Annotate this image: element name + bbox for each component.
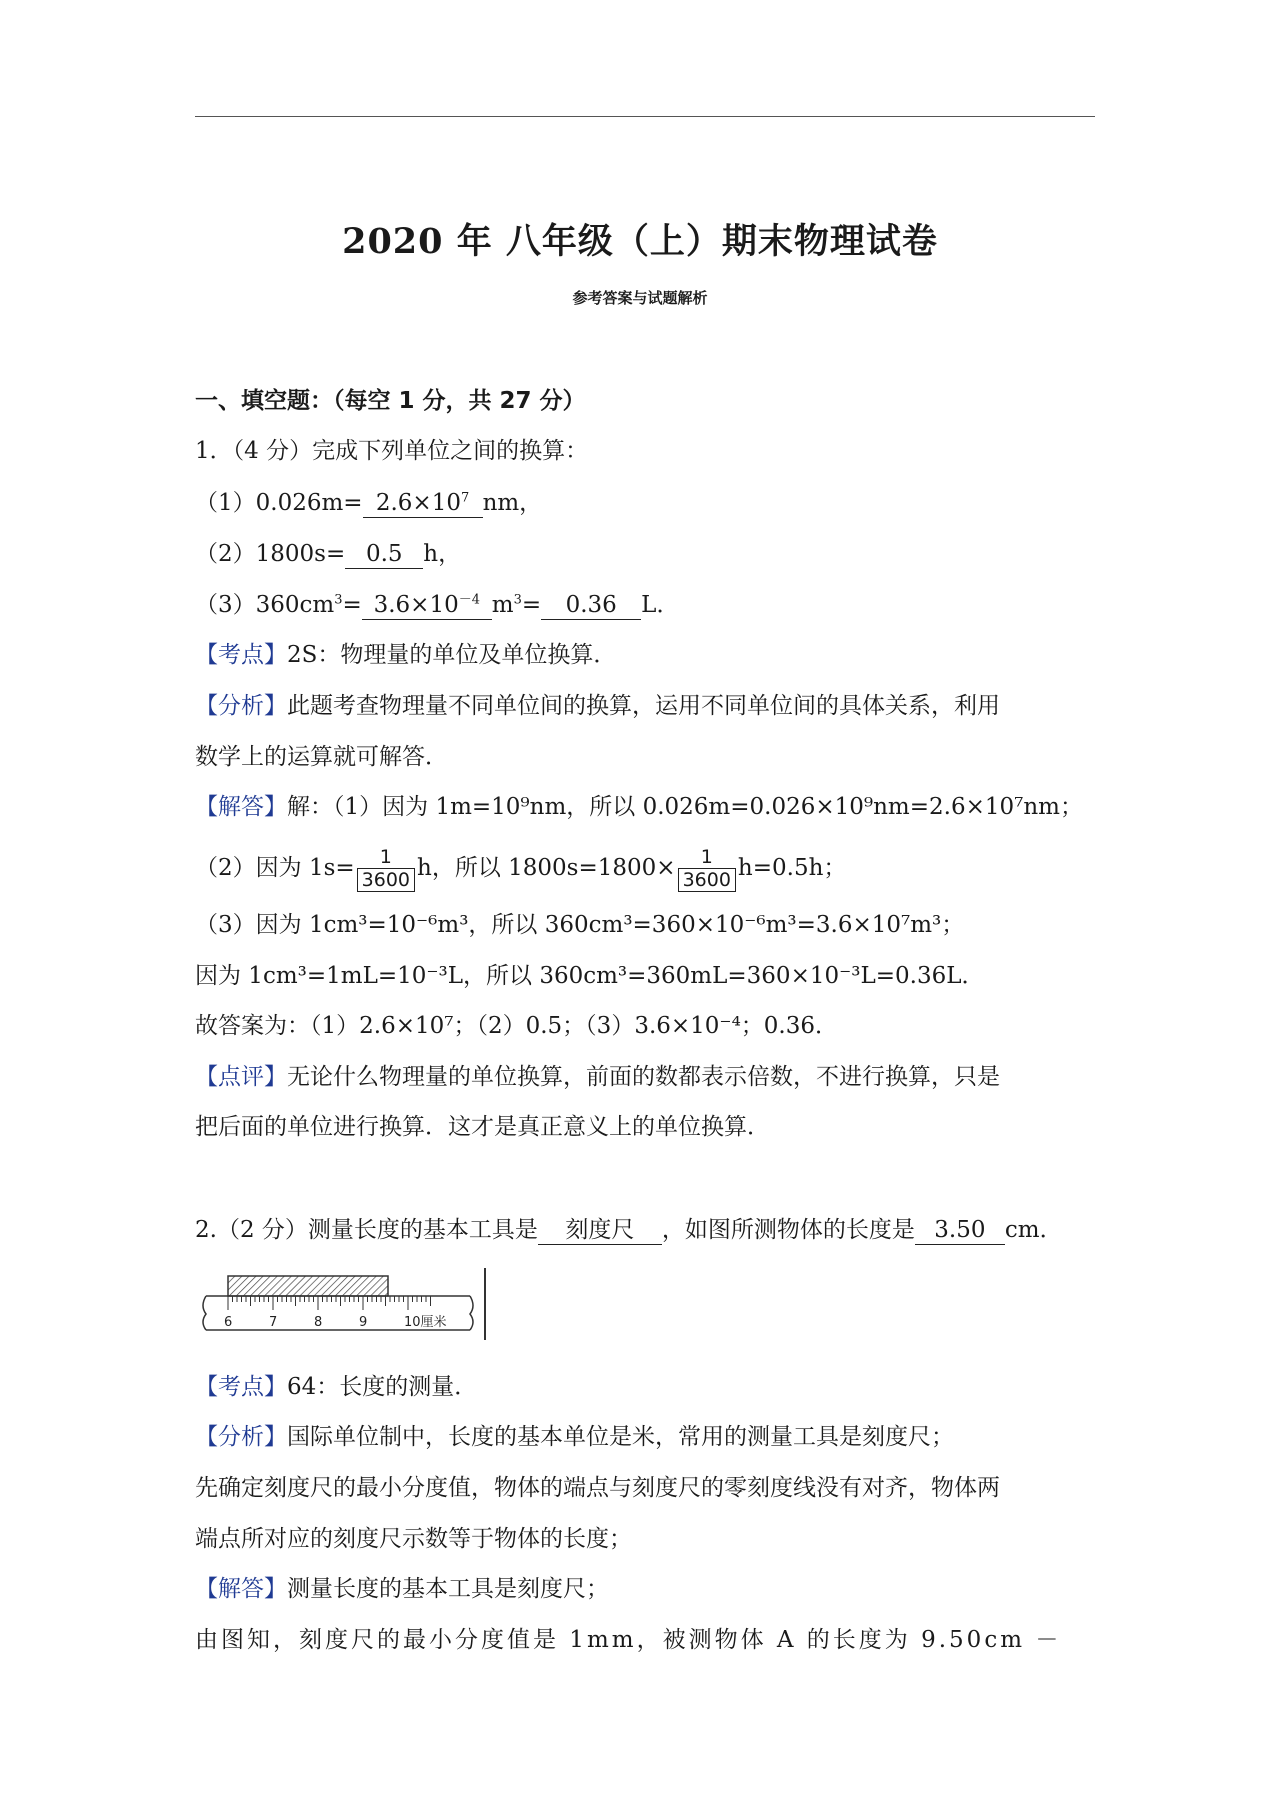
ruler-right-break: [470, 1296, 473, 1330]
q1-kaodian-text: 2S：物理量的单位及单位换算．: [287, 642, 617, 668]
q1-jieda: [195, 790, 1083, 824]
dianping-tag: 【点评】: [195, 1064, 287, 1090]
q2-stem-a: 2.（2 分）测量长度的基本工具是: [195, 1217, 538, 1243]
jieda-tag: 【解答】: [195, 794, 287, 820]
q2-stem-c: cm．: [1004, 1217, 1063, 1243]
q1-p2-answer: 0.5: [345, 540, 423, 569]
q2-kaodian-text: 64：长度的测量．: [287, 1374, 478, 1400]
q1-dianping: [195, 1060, 1000, 1094]
q1-jieda-line5: 故答案为：（1）2.6×10⁷；（2）0.5；（3）3.6×10⁻⁴；0.36．: [195, 1013, 839, 1039]
q1-p3-answer1: [362, 591, 492, 620]
q2-fenxi-text-1: 国际单位制中，长度的基本单位是米，常用的测量工具是刻度尺；: [287, 1424, 954, 1450]
q1-p1-exp: 7: [460, 490, 470, 506]
q1-p3-sup: 3: [334, 592, 343, 608]
q1-jieda-2c: h=0.5h；: [737, 855, 847, 881]
fraction-1-3600-b: [678, 846, 736, 892]
q1-p3-eq2: =: [521, 592, 542, 618]
q2-jieda-line2: 由图知，刻度尺的最小分度值是 1mm，被测物体 A 的长度为 9.50cm －: [195, 1627, 1062, 1653]
ruler-ticks: [228, 1296, 431, 1310]
q2-answer-1: 刻度尺: [538, 1216, 662, 1245]
ruler-label: 10厘米: [404, 1315, 447, 1330]
q1-dianping-line2: 把后面的单位进行换算．这才是真正意义上的单位换算．: [195, 1114, 770, 1140]
ruler-label: 9: [359, 1315, 368, 1330]
ruler-labels: [224, 1314, 447, 1330]
q1-p3-answer2: 0.36: [541, 591, 641, 620]
q1-p2-post: h，: [423, 541, 462, 567]
page-subtitle: 参考答案与试题解析: [572, 289, 708, 307]
q1-p3-unit: m: [491, 592, 514, 618]
q1-p2-pre: （2）1800s=: [195, 541, 346, 567]
q1-jieda-text-1: 解：（1）因为 1m=10⁹nm，所以 0.026m=0.026×10⁹nm=2.6×10⁷nm；: [287, 794, 1083, 820]
q1-jieda-2a: （2）因为 1s=: [195, 855, 355, 881]
q2-kaodian: [195, 1370, 477, 1404]
fraction-numerator: 1: [357, 846, 415, 869]
ruler-label: 7: [269, 1315, 278, 1330]
fenxi-tag: 【分析】: [195, 693, 287, 719]
q1-p1-post: nm，: [482, 490, 543, 516]
q2-fenxi-line3: 端点所对应的刻度尺示数等于物体的长度；: [195, 1526, 632, 1552]
page-title: 2020 年 八年级（上）期末物理试卷: [342, 221, 938, 262]
q1-p1-pre: （1）0.026m=: [195, 490, 363, 516]
q1-stem: 1．（4 分）完成下列单位之间的换算：: [195, 438, 589, 464]
q1-jieda-2b: h，所以 1800s=1800×: [417, 855, 676, 881]
q2-jieda: [195, 1572, 609, 1606]
q2-fenxi-line2: 先确定刻度尺的最小分度值，物体的端点与刻度尺的零刻度线没有对齐，物体两: [195, 1475, 1000, 1501]
q1-p3-eq: =: [342, 592, 362, 618]
fraction-denominator: 3600: [357, 869, 415, 892]
fraction-denominator: 3600: [678, 869, 736, 892]
header-rule: [195, 116, 1095, 117]
q1-part2: [195, 537, 461, 571]
q1-fenxi-text-1: 此题考查物理量不同单位间的换算，运用不同单位间的具体关系，利用: [287, 693, 1000, 719]
measured-object-A: [228, 1276, 388, 1296]
q2-answer-2: 3.50: [915, 1216, 1005, 1245]
jieda-tag: 【解答】: [195, 1576, 287, 1602]
q1-jieda-line4: 因为 1cm³=1mL=10⁻³L，所以 360cm³=360mL=360×10⁻³L=0.36L．: [195, 963, 985, 989]
q1-jieda-line2: [195, 846, 846, 892]
q1-part3: [195, 588, 679, 622]
ruler-left-break: [203, 1296, 206, 1330]
ruler-label: 6: [224, 1315, 233, 1330]
q2-stem: [195, 1213, 1063, 1247]
q1-p3-post: L．: [641, 592, 680, 618]
q1-p1-answer-text: 2.6×10: [375, 490, 461, 516]
q1-p3-unit-sup: 3: [513, 592, 522, 608]
q2-jieda-text-1: 测量长度的基本工具是刻度尺；: [287, 1576, 609, 1602]
kaodian-tag: 【考点】: [195, 642, 287, 668]
fenxi-tag: 【分析】: [195, 1424, 287, 1450]
ruler-figure: [200, 1268, 490, 1340]
q2-stem-b: ，如图所测物体的长度是: [661, 1217, 915, 1243]
ruler-label: 8: [314, 1315, 323, 1330]
q1-p3-pre: （3）360cm: [195, 592, 335, 618]
q1-p1-answer: [363, 489, 483, 518]
q1-p3-answer1-exp: －4: [458, 592, 480, 608]
q1-kaodian: [195, 638, 616, 672]
q2-fenxi: [195, 1420, 954, 1454]
fraction-1-3600: [357, 846, 415, 892]
q1-jieda-line3: （3）因为 1cm³=10⁻⁶m³，所以 360cm³=360×10⁻⁶m³=3.6×10⁷m³；: [195, 912, 965, 938]
kaodian-tag: 【考点】: [195, 1374, 287, 1400]
q1-fenxi: [195, 689, 1000, 723]
fraction-numerator: 1: [678, 846, 736, 869]
section-heading: 一、填空题：（每空 1 分，共 27 分）: [195, 388, 586, 414]
q1-p3-answer1-text: 3.6×10: [373, 592, 459, 618]
q1-fenxi-line2: 数学上的运算就可解答．: [195, 744, 448, 770]
q1-dianping-text-1: 无论什么物理量的单位换算，前面的数都表示倍数，不进行换算，只是: [287, 1064, 1000, 1090]
q1-part1: [195, 486, 542, 520]
